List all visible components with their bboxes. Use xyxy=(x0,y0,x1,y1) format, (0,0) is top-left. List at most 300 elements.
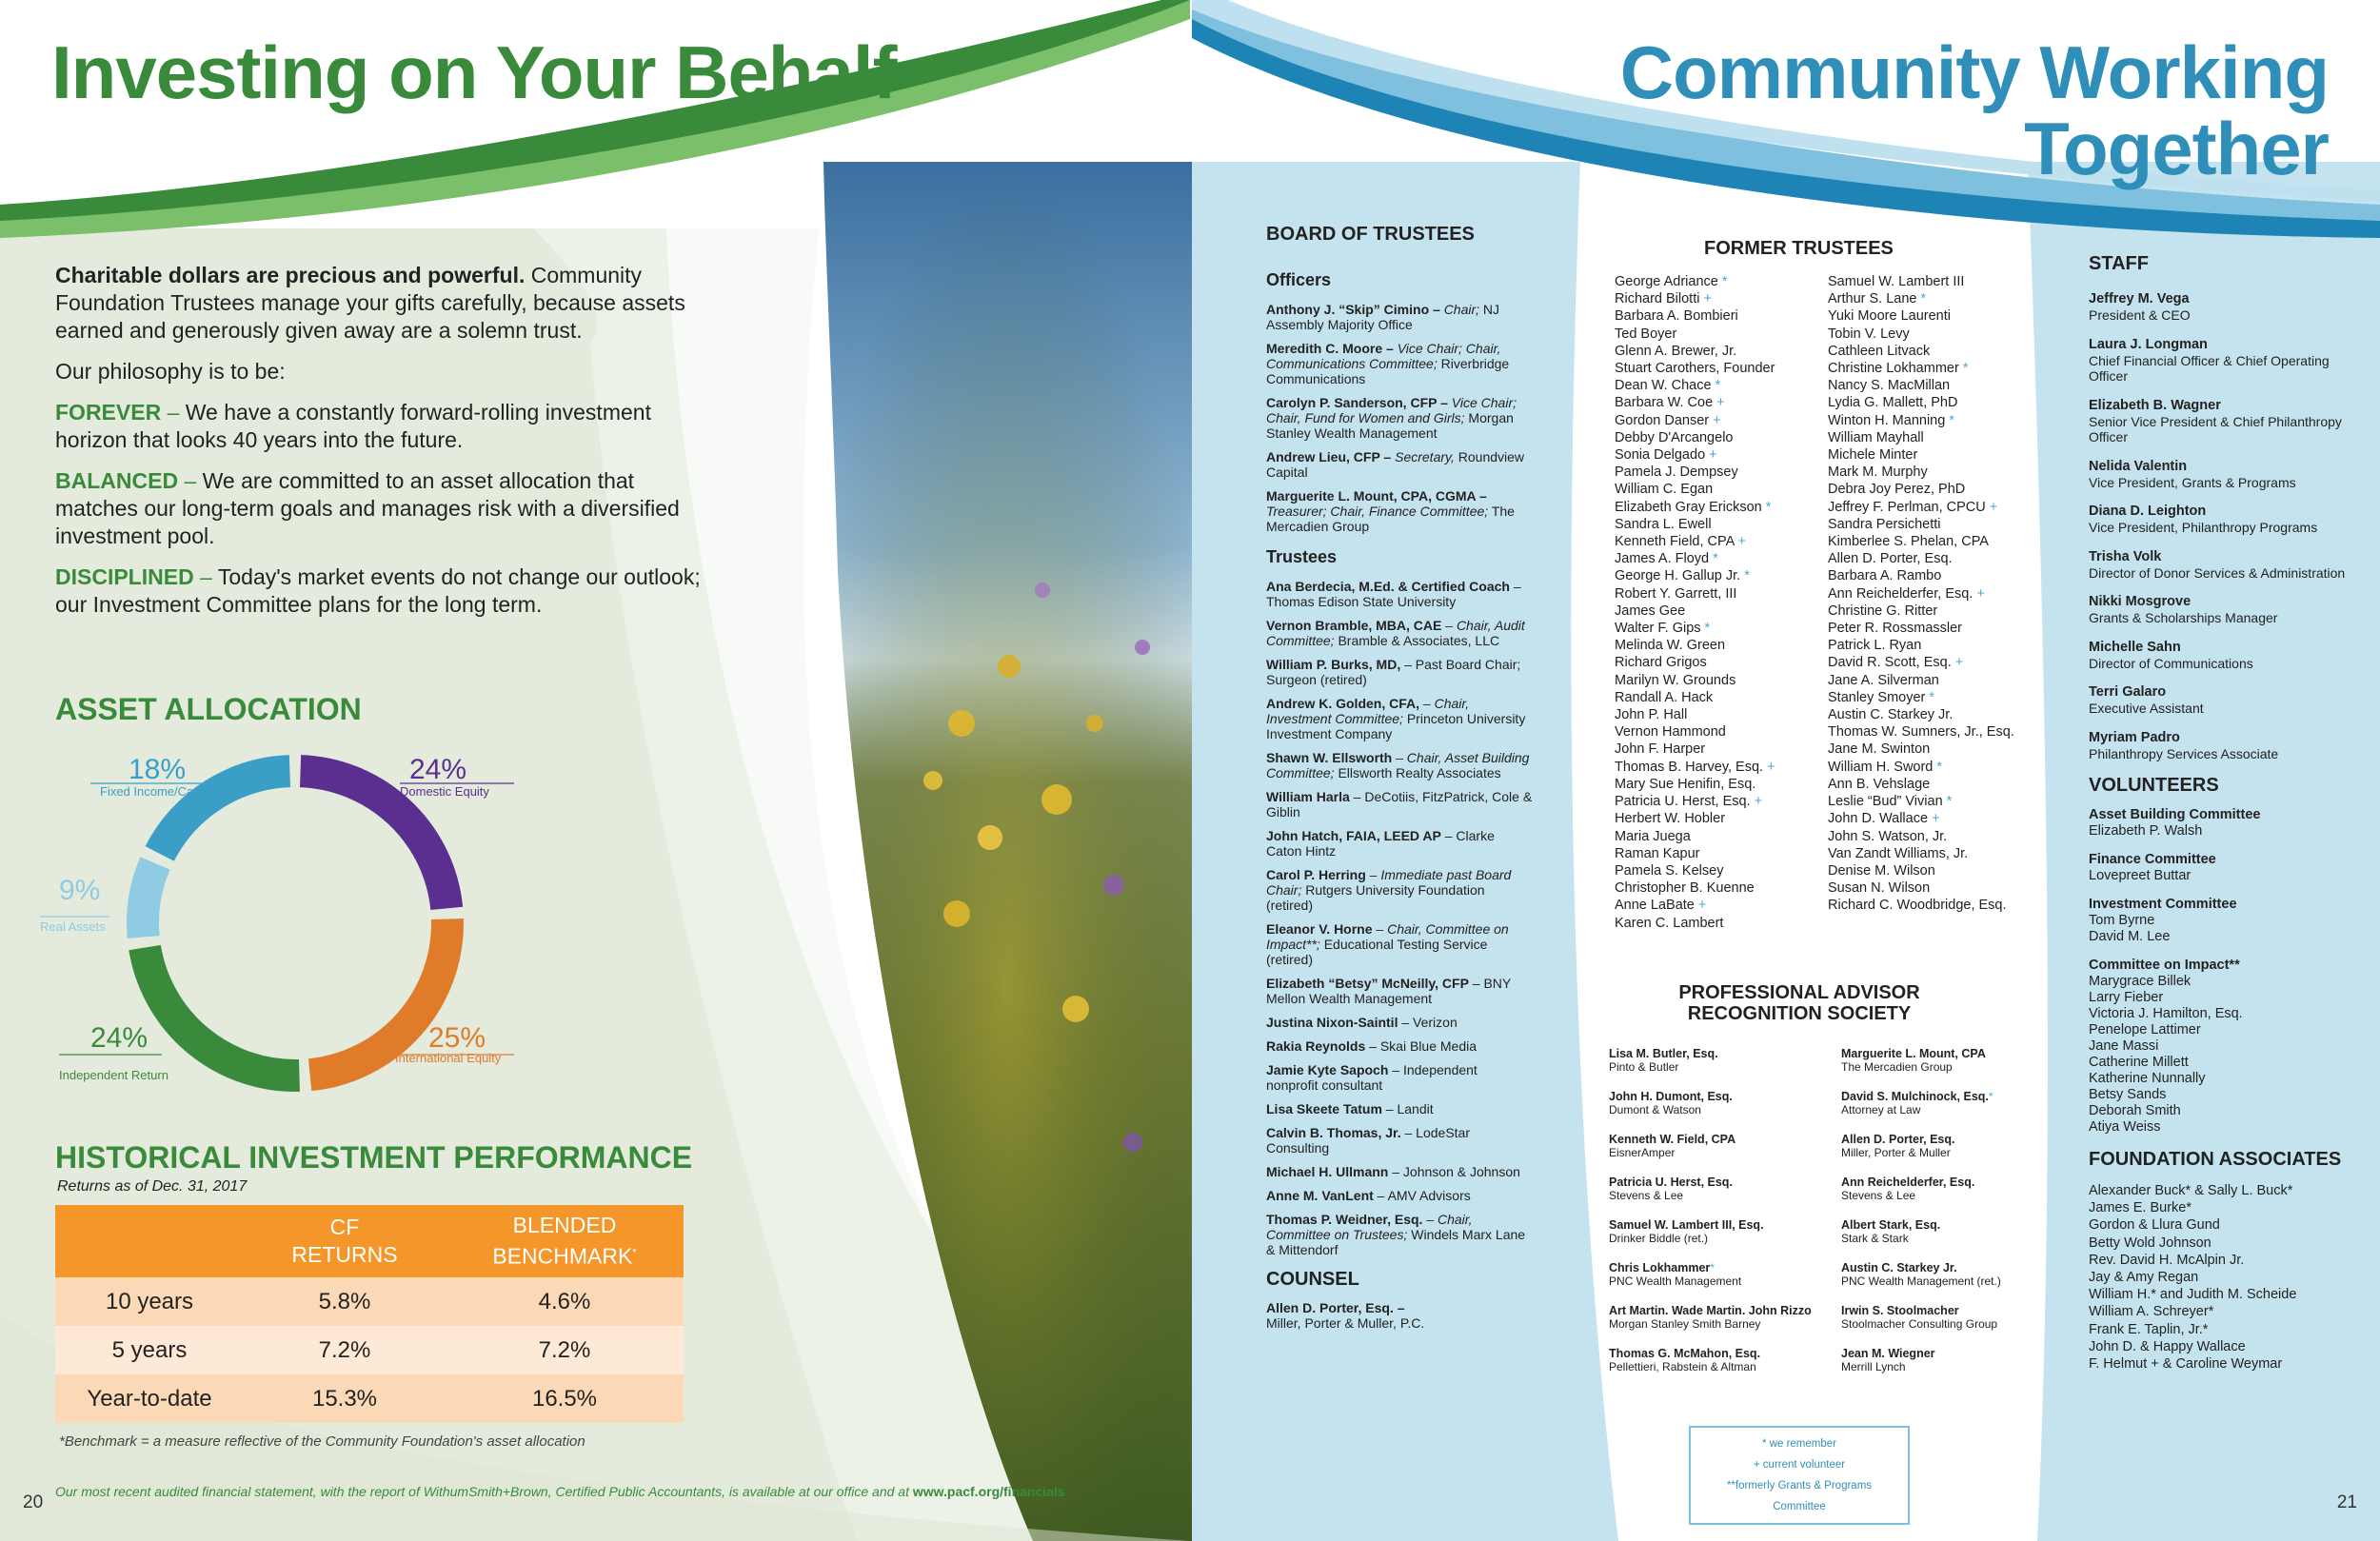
advisor-entry xyxy=(1841,1261,2032,1288)
trustee-name: Justina Nixon-Saintil xyxy=(1266,1015,1398,1030)
asset-allocation-title: ASSET ALLOCATION xyxy=(55,692,362,726)
benchmark-cell: 16.5% xyxy=(446,1374,684,1423)
list-item xyxy=(1615,759,1824,776)
former-trustee-name: Walter F. Gips xyxy=(1615,621,1701,637)
performance-table xyxy=(55,1205,684,1423)
counsel-firm: Miller, Porter & Muller, P.C. xyxy=(1266,1315,1425,1331)
list-item xyxy=(1828,446,2037,464)
trustee-name: Rakia Reynolds xyxy=(1266,1038,1366,1054)
trustee-role: – Chair, Committee on Trustees; xyxy=(1266,1212,1473,1242)
donut-category-label: International Equity xyxy=(395,1051,502,1065)
list-item xyxy=(1828,533,2037,550)
former-trustee-name: Stanley Smoyer xyxy=(1828,689,1926,705)
list-item xyxy=(1828,845,2037,862)
performance-title: HISTORICAL INVESTMENT PERFORMANCE xyxy=(55,1140,693,1175)
former-trustee-name: Winton H. Manning xyxy=(1828,412,1946,428)
trustee-name: Thomas P. Weidner, Esq. xyxy=(1266,1212,1423,1227)
former-trustee-name: Pamela S. Kelsey xyxy=(1615,862,1724,879)
advisor-entry xyxy=(1609,1090,1828,1116)
former-trustee-name: Raman Kapur xyxy=(1615,845,1700,861)
list-item xyxy=(1828,464,2037,481)
advisor-entry xyxy=(1609,1304,1828,1331)
trustee-affiliation: Ellsworth Realty Associates xyxy=(1334,765,1501,780)
former-trustee-name: Austin C. Starkey Jr. xyxy=(1828,707,1954,723)
list-item xyxy=(1615,446,1824,464)
board-entry xyxy=(1266,750,1533,780)
footer-note xyxy=(55,1484,1065,1499)
staff-title: President & CEO xyxy=(2089,307,2191,323)
list-item xyxy=(1828,343,2037,360)
list-item xyxy=(1615,620,1824,637)
remember-mark: * xyxy=(1958,361,1969,377)
footer-link[interactable]: www.pacf.org/financials xyxy=(912,1484,1065,1499)
staff-title: Director of Communications xyxy=(2089,655,2253,671)
donut-value-label: 9% xyxy=(59,875,101,906)
advisor-entry xyxy=(1841,1176,2032,1202)
board-entry xyxy=(1266,1188,1533,1203)
board-column xyxy=(1266,224,1533,1339)
volunteer-mark: + xyxy=(1734,534,1746,550)
advisor-firm: Stevens & Lee xyxy=(1609,1189,1684,1202)
benchmark-cell: 4.6% xyxy=(446,1277,684,1326)
trustee-name: Meredith C. Moore – xyxy=(1266,341,1398,356)
trustee-role: Vice Chair; Chair, Communications Committee; xyxy=(1266,341,1501,371)
list-item xyxy=(1615,394,1824,411)
former-trustee-name: Allen D. Porter, Esq. xyxy=(1828,551,1953,567)
staff-title: Vice President, Philanthropy Programs xyxy=(2089,520,2318,535)
trustee-affiliation: Rutgers University Foundation (retired) xyxy=(1266,882,1485,913)
list-item xyxy=(1828,689,2037,706)
board-entry xyxy=(1266,1212,1533,1257)
donut-slice-independent-return xyxy=(145,948,299,1076)
trustee-affiliation: Roundview Capital xyxy=(1266,449,1525,480)
legend-box xyxy=(1689,1426,1910,1525)
former-trustee-name: Barbara A. Bombieri xyxy=(1615,308,1738,325)
list-item xyxy=(1615,377,1824,394)
list-item xyxy=(1615,723,1824,741)
former-trustee-name: Randall A. Hack xyxy=(1615,689,1714,705)
trustee-role: – Chair, Investment Committee; xyxy=(1266,696,1470,726)
list-item xyxy=(1828,862,2037,879)
volunteers-title: VOLUNTEERS xyxy=(2089,775,2219,796)
former-trustees-col1 xyxy=(1615,273,1824,932)
trustee-name: Lisa Skeete Tatum xyxy=(1266,1101,1382,1116)
board-entry xyxy=(1266,1038,1533,1054)
former-trustee-name: Ted Boyer xyxy=(1615,326,1677,342)
advisor-entry xyxy=(1841,1047,2032,1074)
board-entry xyxy=(1266,1125,1533,1156)
board-entry xyxy=(1266,657,1533,687)
donut-category-label: Independent Return xyxy=(59,1068,169,1082)
trustee-name: Vernon Bramble, MBA, CAE xyxy=(1266,618,1442,633)
list-item xyxy=(1828,516,2037,533)
former-trustee-name: Peter R. Rossmassler xyxy=(1828,621,1963,637)
list-item xyxy=(1615,637,1824,654)
board-entry xyxy=(1266,1101,1533,1116)
former-trustee-name: Cathleen Litvack xyxy=(1828,343,1931,359)
board-entry xyxy=(1266,789,1533,820)
period-cell: 10 years xyxy=(55,1277,244,1326)
list-item xyxy=(1828,394,2037,411)
disciplined-keyword: DISCIPLINED xyxy=(55,564,194,589)
former-trustee-name: Christine G. Ritter xyxy=(1828,603,1938,619)
former-trustee-name: Christine Lokhammer xyxy=(1828,361,1959,377)
list-item xyxy=(1615,793,1824,810)
former-trustee-name: Patricia U. Herst, Esq. xyxy=(1615,794,1751,810)
former-trustee-name: Michele Minter xyxy=(1828,447,1918,464)
advisor-entry xyxy=(1609,1047,1828,1074)
legend-formerly: **formerly Grants & Programs Committee xyxy=(1726,1480,1873,1512)
volunteer-mark: + xyxy=(1951,655,1964,671)
officers-title: Officers xyxy=(1266,270,1332,289)
advisor-entry xyxy=(1841,1347,2032,1373)
volunteer-mark: + xyxy=(1694,898,1707,914)
volunteer-name: Catherine Millett xyxy=(2089,1055,2189,1070)
trustee-role: – Chair, Committee on Impact**; xyxy=(1266,921,1509,952)
former-trustee-name: James A. Floyd xyxy=(1615,551,1710,567)
trustee-name: Michael H. Ullmann xyxy=(1266,1164,1389,1179)
list-item xyxy=(1828,307,2037,325)
list-item xyxy=(1828,550,2037,567)
list-item xyxy=(1828,377,2037,394)
advisor-firm: PNC Wealth Management (ret.) xyxy=(1841,1274,2001,1288)
page-title-right: Community Working Together xyxy=(1619,30,2329,190)
benchmark-note: *Benchmark = a measure reflective of the Community Foundation's asset allocation xyxy=(59,1433,585,1450)
volunteer-mark: + xyxy=(1973,585,1985,602)
former-trustee-name: Susan N. Wilson xyxy=(1828,880,1931,897)
balanced-keyword: BALANCED xyxy=(55,468,179,493)
intro-rest: Community Foundation Trustees manage your gifts carefully, because assets earned and generously given away are a solemn trust. xyxy=(55,263,685,343)
advisor-name: Jean M. Wiegner xyxy=(1841,1347,1935,1360)
committee-name: Committee on Impact** xyxy=(2089,958,2240,973)
page-title-left: Investing on Your Behalf xyxy=(51,30,897,114)
volunteer-name: Penelope Lattimer xyxy=(2089,1022,2201,1037)
list-item xyxy=(1615,672,1824,689)
list-item xyxy=(1828,499,2037,516)
board-entry xyxy=(1266,579,1533,609)
former-trustee-name: Richard Grigos xyxy=(1615,655,1707,671)
volunteer-name: David M. Lee xyxy=(2089,929,2171,944)
volunteer-name: Marygrace Billek xyxy=(2089,974,2192,989)
list-item xyxy=(1828,429,2037,446)
former-trustee-name: Herbert W. Hobler xyxy=(1615,811,1726,827)
former-trustee-name: Christopher B. Kuenne xyxy=(1615,880,1755,897)
committee-name: Finance Committee xyxy=(2089,852,2216,867)
former-trustee-name: James Gee xyxy=(1615,603,1686,619)
advisor-firm: Drinker Biddle (ret.) xyxy=(1609,1232,1709,1245)
staff-name: Myriam Padro xyxy=(2089,729,2180,745)
disciplined-text: Today's market events do not change our outlook; our Investment Committee plans for the long term. xyxy=(55,564,701,617)
list-item xyxy=(1615,603,1824,620)
former-trustees-title: FORMER TRUSTEES xyxy=(1704,238,1894,259)
advisor-firm: PNC Wealth Management xyxy=(1609,1274,1742,1288)
advisor-name: Lisa M. Butler, Esq. xyxy=(1609,1047,1718,1060)
trustee-name: Marguerite L. Mount, CPA, CGMA – xyxy=(1266,488,1487,504)
list-item xyxy=(1615,464,1824,481)
former-trustee-name: Lydia G. Mallett, PhD xyxy=(1828,395,1958,411)
advisor-firm: Pellettieri, Rabstein & Altman xyxy=(1609,1360,1756,1373)
staff-title: Senior Vice President & Chief Philanthropy Officer xyxy=(2089,413,2342,445)
associate-name: John D. & Happy Wallace xyxy=(2089,1338,2246,1354)
cf-return-cell: 5.8% xyxy=(244,1277,446,1326)
former-trustee-name: George Adriance xyxy=(1615,274,1718,289)
advisor-entry xyxy=(1609,1218,1828,1245)
donut-category-label: Real Assets xyxy=(40,919,106,934)
former-trustee-name: Debra Joy Perez, PhD xyxy=(1828,482,1966,498)
former-trustee-name: John D. Wallace xyxy=(1828,811,1929,827)
board-entry xyxy=(1266,1062,1533,1093)
remember-mark: * xyxy=(1740,568,1750,584)
former-trustee-name: David R. Scott, Esq. xyxy=(1828,655,1952,671)
trustee-role: Vice Chair; Chair, Fund for Women and Girls; xyxy=(1266,395,1517,425)
staff-name: Trisha Volk xyxy=(2089,548,2162,564)
list-item xyxy=(1615,915,1824,932)
list-item xyxy=(1615,828,1824,845)
list-item xyxy=(1828,290,2037,307)
asset-allocation-chart xyxy=(0,742,590,1123)
trustee-affiliation: – Skai Blue Media xyxy=(1365,1038,1477,1054)
volunteer-group xyxy=(2089,851,2365,884)
former-trustee-name: John P. Hall xyxy=(1615,707,1688,723)
list-item xyxy=(1615,879,1824,897)
board-entry xyxy=(1266,488,1533,534)
trustee-affiliation: – LodeStar Consulting xyxy=(1266,1125,1470,1156)
list-item xyxy=(1615,654,1824,671)
list-item xyxy=(1828,481,2037,498)
advisors-col2 xyxy=(1841,1047,2032,1390)
former-trustee-name: Jeffrey F. Perlman, CPCU xyxy=(1828,499,1986,515)
former-trustee-name: Richard Bilotti xyxy=(1615,291,1700,307)
list-item xyxy=(1615,533,1824,550)
table-row xyxy=(55,1326,684,1374)
volunteer-name: Katherine Nunnally xyxy=(2089,1071,2206,1086)
list-item xyxy=(1615,360,1824,377)
associate-name: William H.* and Judith M. Scheide xyxy=(2089,1287,2297,1303)
trustee-name: Anne M. VanLent xyxy=(1266,1188,1374,1203)
advisor-firm: Attorney at Law xyxy=(1841,1103,1921,1116)
volunteer-mark: + xyxy=(1928,811,1940,827)
board-entry xyxy=(1266,828,1533,859)
list-item xyxy=(1615,776,1824,793)
list-item xyxy=(1615,810,1824,827)
trustee-name: Calvin B. Thomas, Jr. xyxy=(1266,1125,1401,1140)
trustee-role: – Chair, Audit Committee; xyxy=(1266,618,1525,648)
advisor-firm: Stevens & Lee xyxy=(1841,1189,1916,1202)
former-trustee-name: Melinda W. Green xyxy=(1615,638,1726,654)
former-trustee-name: Nancy S. MacMillan xyxy=(1828,378,1951,394)
trustee-affiliation: – Landit xyxy=(1381,1101,1434,1116)
col-header-cf: CF RETURNS xyxy=(244,1205,446,1277)
list-item xyxy=(1828,810,2037,827)
advisor-name: Chris Lokhammer xyxy=(1609,1261,1711,1274)
list-item xyxy=(1615,862,1824,879)
advisor-entry xyxy=(1609,1347,1828,1373)
former-trustee-name: Sonia Delgado xyxy=(1615,447,1706,464)
donut-category-label: Domestic Equity xyxy=(400,784,489,799)
volunteer-group xyxy=(2089,806,2365,840)
trustee-name: Andrew Lieu, CFP – xyxy=(1266,449,1396,464)
trustee-affiliation: Riverbridge Communications xyxy=(1266,356,1510,386)
advisor-name: Albert Stark, Esq. xyxy=(1841,1218,1941,1232)
staff-name: Elizabeth B. Wagner xyxy=(2089,397,2221,413)
former-trustee-name: Tobin V. Levy xyxy=(1828,326,1910,342)
donut-category-label: Fixed Income/Cash xyxy=(100,784,207,799)
trustee-affiliation: The Mercadien Group xyxy=(1266,504,1515,534)
board-title: BOARD OF TRUSTEES xyxy=(1266,224,1475,245)
board-entry xyxy=(1266,1164,1533,1179)
counsel-entry xyxy=(1266,1300,1533,1331)
staff-title: Chief Financial Officer & Chief Operating Officer xyxy=(2089,352,2330,384)
list-item xyxy=(1828,741,2037,758)
associate-name: Rev. David H. McAlpin Jr. xyxy=(2089,1252,2245,1268)
former-trustee-name: Pamela J. Dempsey xyxy=(1615,464,1738,481)
advisor-firm: Pinto & Butler xyxy=(1609,1060,1679,1074)
balanced-text: We are committed to an asset allocation that matches our long-term goals and manages risk with a diversified investment pool. xyxy=(55,468,680,548)
staff-name: Jeffrey M. Vega xyxy=(2089,291,2190,306)
staff-title: STAFF xyxy=(2089,253,2149,274)
advisor-name: Samuel W. Lambert III, Esq. xyxy=(1609,1218,1764,1232)
trustee-name: Carolyn P. Sanderson, CFP – xyxy=(1266,395,1452,410)
trustee-name: Andrew K. Golden, CFA, xyxy=(1266,696,1420,711)
staff-name: Michelle Sahn xyxy=(2089,639,2181,655)
trustee-affiliation: – Independent nonprofit consultant xyxy=(1266,1062,1478,1093)
footer-text: Our most recent audited financial statement, with the report of WithumSmith+Brown, Certified Public Accountants, is available at our office and at xyxy=(55,1484,909,1499)
list-item xyxy=(1828,897,2037,914)
donut-value-label: 24% xyxy=(409,754,467,785)
list-item xyxy=(1615,845,1824,862)
advisor-name: Ann Reichelderfer, Esq. xyxy=(1841,1176,1975,1189)
former-trustee-name: Richard C. Woodbridge, Esq. xyxy=(1828,898,2007,914)
dash: – xyxy=(200,564,212,589)
former-trustee-name: Jane A. Silverman xyxy=(1828,672,1939,688)
former-trustee-name: Gordon Danser xyxy=(1615,412,1710,428)
volunteer-name: Lovepreet Buttar xyxy=(2089,868,2192,883)
advisor-entry xyxy=(1609,1176,1828,1202)
former-trustee-name: Karen C. Lambert xyxy=(1615,915,1724,931)
former-trustee-name: Mark M. Murphy xyxy=(1828,464,1928,481)
volunteer-name: Jane Massi xyxy=(2089,1038,2159,1054)
list-item xyxy=(1828,603,2037,620)
remember-mark: * xyxy=(1945,412,1954,428)
associate-name: William A. Schreyer* xyxy=(2089,1304,2214,1320)
trustee-name: Carol P. Herring xyxy=(1266,867,1366,882)
volunteer-group xyxy=(2089,957,2365,1136)
advisor-firm: EisnerAmper xyxy=(1609,1146,1676,1159)
list-item xyxy=(1615,273,1824,290)
volunteer-mark: + xyxy=(1699,291,1712,307)
associate-name: Jay & Amy Regan xyxy=(2089,1270,2199,1286)
trustee-role: – Immediate past Board Chair; xyxy=(1266,867,1512,898)
trustee-affiliation: – DeCotiis, FitzPatrick, Cole & Giblin xyxy=(1266,789,1533,820)
trustee-name: Anthony J. “Skip” Cimino – xyxy=(1266,302,1444,317)
trustee-affiliation: Educational Testing Service (retired) xyxy=(1266,937,1488,967)
advisor-firm: Miller, Porter & Muller xyxy=(1841,1146,1951,1159)
remember-mark: * xyxy=(1709,551,1718,567)
former-trustee-name: Jane M. Swinton xyxy=(1828,741,1931,758)
trustee-role: – Chair, Asset Building Committee; xyxy=(1266,750,1530,780)
advisor-name: Patricia U. Herst, Esq. xyxy=(1609,1176,1733,1189)
cf-return-cell: 7.2% xyxy=(244,1326,446,1374)
remember-mark: * xyxy=(1710,1261,1715,1274)
advisor-name: Irwin S. Stoolmacher xyxy=(1841,1304,1959,1317)
volunteer-name: Deborah Smith xyxy=(2089,1103,2181,1118)
remember-mark: * xyxy=(1717,274,1728,289)
list-item xyxy=(1828,672,2037,689)
advisor-entry xyxy=(1609,1133,1828,1159)
list-item xyxy=(1828,776,2037,793)
volunteer-mark: + xyxy=(1709,412,1721,428)
remember-mark: * xyxy=(1933,759,1943,775)
staff-name: Diana D. Leighton xyxy=(2089,504,2207,519)
former-trustees-col2 xyxy=(1828,273,2037,915)
advisor-name: Thomas G. McMahon, Esq. xyxy=(1609,1347,1761,1360)
staff-title: Vice President, Grants & Programs xyxy=(2089,474,2296,490)
list-item xyxy=(1615,307,1824,325)
list-item xyxy=(1615,481,1824,498)
intro-bold: Charitable dollars are precious and powerful. xyxy=(55,263,526,287)
former-trustee-name: Barbara A. Rambo xyxy=(1828,568,1942,584)
advisor-name: Austin C. Starkey Jr. xyxy=(1841,1261,1957,1274)
former-trustee-name: Vernon Hammond xyxy=(1615,724,1726,741)
associate-name: Gordon & Llura Gund xyxy=(2089,1217,2220,1234)
cf-return-cell: 15.3% xyxy=(244,1374,446,1423)
board-entry xyxy=(1266,1015,1533,1030)
donut-value-label: 24% xyxy=(90,1022,149,1054)
trustee-name: Elizabeth “Betsy” McNeilly, CFP xyxy=(1266,976,1469,991)
former-trustee-name: Kenneth Field, CPA xyxy=(1615,534,1735,550)
performance-subtitle: Returns as of Dec. 31, 2017 xyxy=(57,1178,248,1195)
advisor-society-title: PROFESSIONAL ADVISOR RECOGNITION SOCIETY xyxy=(1678,982,1920,1024)
list-item xyxy=(1828,637,2037,654)
remember-mark: * xyxy=(1925,689,1935,705)
trustee-name: Jamie Kyte Sapoch xyxy=(1266,1062,1389,1077)
volunteer-group xyxy=(2089,896,2365,945)
advisor-entry xyxy=(1841,1133,2032,1159)
list-item xyxy=(1828,326,2037,343)
list-item xyxy=(1615,689,1824,706)
list-item xyxy=(1615,897,1824,914)
trustee-name: Ana Berdecia, M.Ed. & Certified Coach xyxy=(1266,579,1510,594)
associate-name: F. Helmut + & Caroline Weymar xyxy=(2089,1356,2283,1373)
list-item xyxy=(1615,741,1824,758)
advisor-firm: Morgan Stanley Smith Barney xyxy=(1609,1317,1761,1331)
former-trustee-name: Robert Y. Garrett, III xyxy=(1615,585,1737,602)
former-trustee-name: Stuart Carothers, Founder xyxy=(1615,361,1775,377)
volunteer-mark: + xyxy=(1750,794,1763,810)
advisor-entry xyxy=(1841,1304,2032,1331)
associates-title: FOUNDATION ASSOCIATES xyxy=(2089,1149,2342,1170)
advisor-name: John H. Dumont, Esq. xyxy=(1609,1090,1733,1103)
former-trustee-name: William C. Egan xyxy=(1615,482,1714,498)
list-item xyxy=(1828,585,2037,603)
list-item xyxy=(1615,412,1824,429)
advisor-name: Kenneth W. Field, CPA xyxy=(1609,1133,1736,1146)
former-trustee-name: Barbara W. Coe xyxy=(1615,395,1714,411)
period-cell: 5 years xyxy=(55,1326,244,1374)
staff-list xyxy=(2089,290,2365,761)
trustee-affiliation: – Thomas Edison State University xyxy=(1266,579,1521,609)
officers-list xyxy=(1266,302,1533,534)
trustee-affiliation: – AMV Advisors xyxy=(1373,1188,1471,1203)
former-trustee-name: Samuel W. Lambert III xyxy=(1828,274,1965,289)
advisor-firm: Stark & Stark xyxy=(1841,1232,1909,1245)
advisor-entry xyxy=(1841,1090,2032,1116)
remember-mark: * xyxy=(1916,291,1927,307)
trustee-affiliation: – Verizon xyxy=(1398,1015,1458,1030)
trustee-affiliation: – Johnson & Johnson xyxy=(1388,1164,1520,1179)
staff-title: Grants & Scholarships Manager xyxy=(2089,610,2278,625)
former-trustee-name: John S. Watson, Jr. xyxy=(1828,828,1948,844)
